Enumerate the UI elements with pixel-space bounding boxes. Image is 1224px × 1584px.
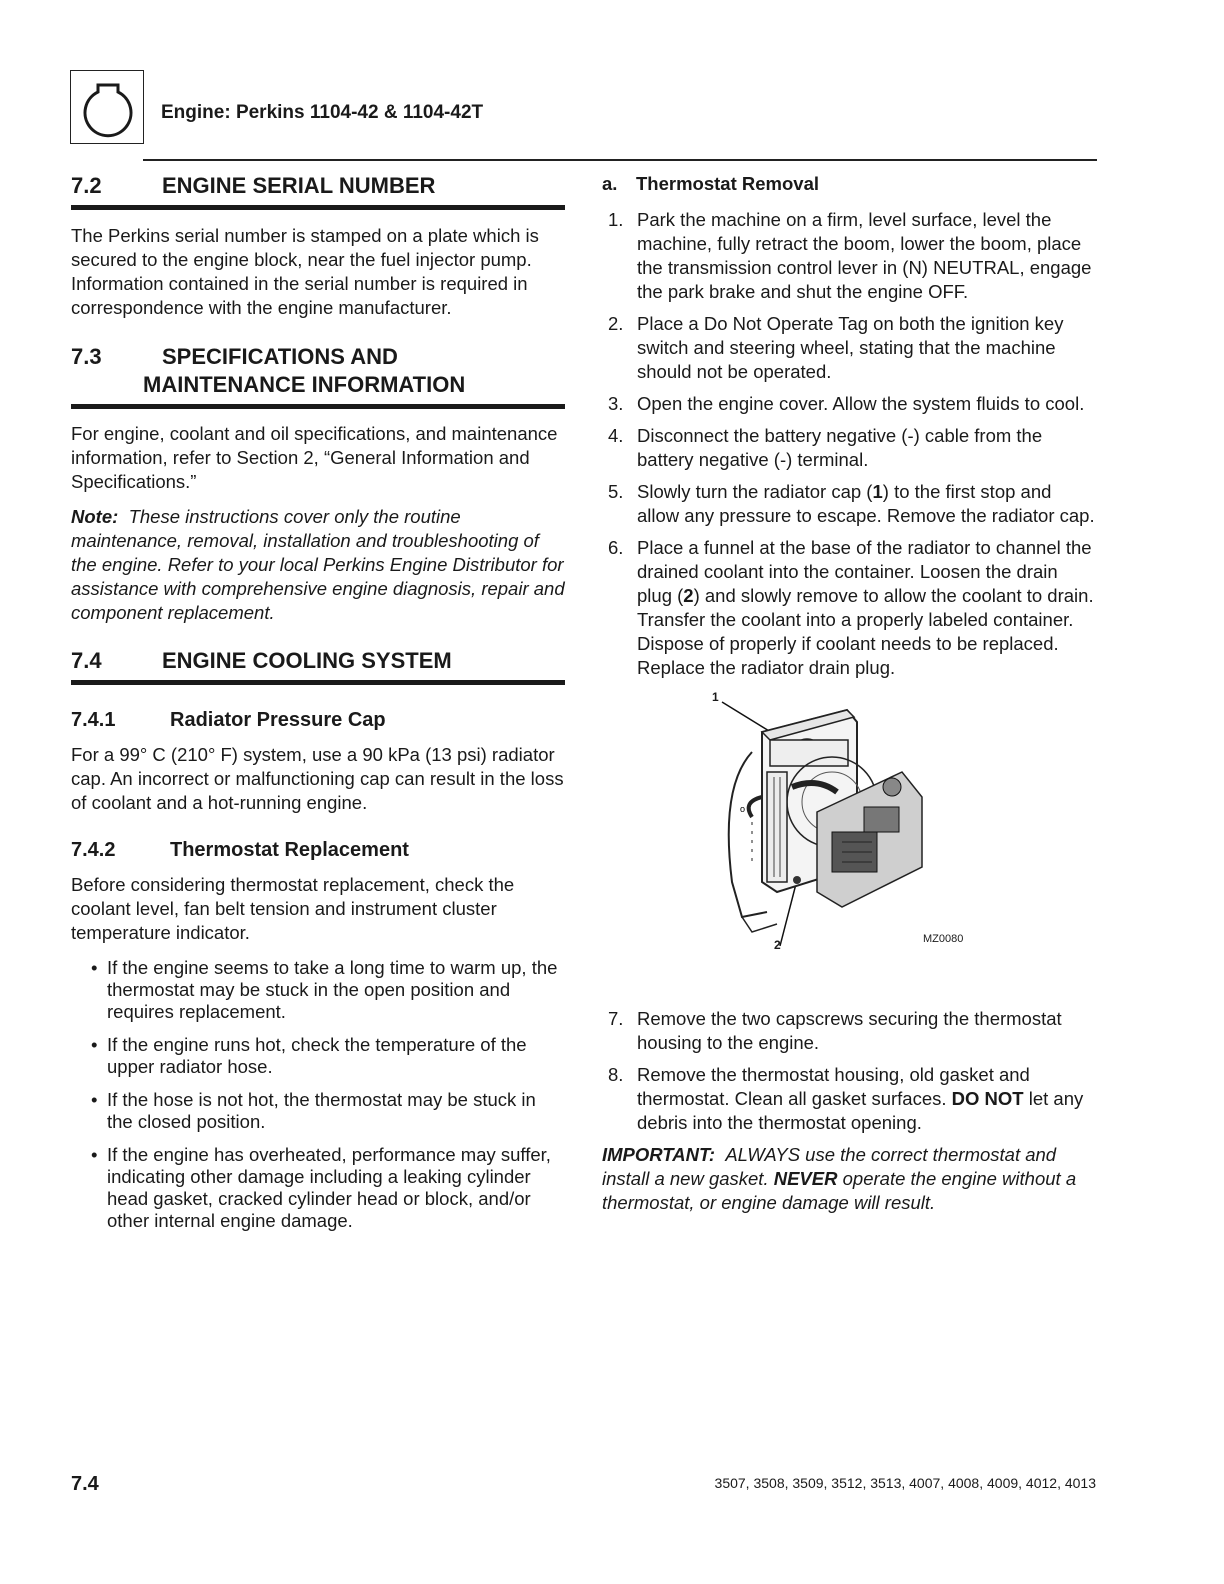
list-item (602, 1007, 1097, 1055)
section-title: ENGINE SERIAL NUMBER (162, 173, 436, 198)
thermostat-bullet-list (71, 957, 565, 1232)
header-rule (143, 159, 1097, 161)
list-item (602, 312, 1097, 384)
list-item (91, 1034, 565, 1078)
emphasis: DO NOT (951, 1088, 1024, 1109)
section-7-2-heading (71, 172, 565, 200)
list-item (602, 208, 1097, 304)
step-number: 8. (608, 1064, 624, 1085)
step-text (637, 536, 1097, 680)
step-text: Park the machine on a firm, level surface, level the machine, fully retract the boom, lower the boom, place the transmission control lever in (N) NEUTRAL, engage the park brake and shut the engine OFF. (637, 209, 1092, 302)
callout-ref: 1 (872, 481, 883, 502)
bullet-text: If the engine has overheated, performance may suffer, indicating other damage including a leaking cylinder head gasket, cracked cylinder head or block, and/or other internal engine damage. (107, 1144, 551, 1231)
page-number: 7.4 (71, 1473, 99, 1495)
specifications-paragraph: For engine, coolant and oil specifications, and maintenance information, refer to Section 2, “General Information and Specifications.” (71, 423, 558, 492)
callout-ref: 2 (683, 585, 694, 606)
thermostat-intro-paragraph: Before considering thermostat replacement, check the coolant level, fan belt tension and instrument cluster temperature indicator. (71, 874, 515, 943)
list-item (602, 1063, 1097, 1135)
important-text: operate the engine without a thermostat, or engine damage will result. (602, 1168, 1077, 1213)
engine-section-icon (70, 70, 144, 144)
right-column (602, 172, 1097, 1215)
important-text: ALWAYS use the correct thermostat and install a new gasket. (602, 1144, 1057, 1189)
emphasis: NEVER (773, 1168, 838, 1189)
left-column (71, 172, 565, 1243)
important-label: IMPORTANT: (602, 1144, 716, 1165)
step-text: Remove the two capscrews securing the thermostat housing to the engine. (637, 1008, 1062, 1053)
section-title-line1: SPECIFICATIONS AND (162, 344, 398, 369)
bullet-marker: • (91, 957, 98, 978)
subsection-title: Radiator Pressure Cap (170, 709, 386, 731)
subsection-title: Thermostat Replacement (170, 839, 409, 861)
radiator-engine-illustration (602, 692, 1097, 1007)
list-item (602, 424, 1097, 472)
removal-steps-list-continued (602, 1007, 1097, 1135)
section-rule (71, 205, 565, 210)
important-paragraph (602, 1143, 1097, 1215)
model-numbers: 3507, 3508, 3509, 3512, 3513, 4007, 4008, 4009, 4012, 4013 (714, 1475, 1096, 1491)
step-number: 1. (608, 209, 624, 230)
subtitle-letter: a. (602, 173, 618, 194)
note-label: Note: (71, 506, 119, 527)
section-number: 7.2 (71, 173, 102, 198)
step-text-part: Place a funnel at the base of the radiator to channel the drained coolant into the container. Loosen the drain plug ( (637, 537, 1092, 606)
radiator-figure (602, 692, 1097, 1007)
serial-number-paragraph: The Perkins serial number is stamped on a plate which is secured to the engine block, near the fuel injector pump. Information contained in the serial number is required in correspondence with the engine manufacturer. (71, 225, 539, 318)
step-text (637, 1063, 1097, 1135)
section-7-4-heading (71, 647, 565, 675)
section-rule (71, 404, 565, 409)
step-text: Place a Do Not Operate Tag on both the ignition key switch and steering wheel, stating that the machine should not be operated. (637, 313, 1064, 382)
bullet-marker: • (91, 1089, 98, 1110)
radiator-cap-paragraph: For a 99° C (210° F) system, use a 90 kPa (13 psi) radiator cap. An incorrect or malfunctioning cap can result in the loss of coolant and a hot-running engine. (71, 744, 564, 813)
bullet-marker: • (91, 1144, 98, 1165)
subsection-number: 7.4.1 (71, 709, 116, 731)
section-number: 7.3 (71, 344, 102, 369)
step-text-part: let any debris into the thermostat opening. (637, 1088, 1084, 1133)
subsection-7-4-1-heading (71, 707, 565, 733)
note-text: These instructions cover only the routine maintenance, removal, installation and troubleshooting of the engine. Refer to your local Perkins Engine Distributor for assistance with comprehensive engine diagnosis, repair and component replacement. (71, 506, 565, 623)
list-item (602, 480, 1097, 528)
thermostat-removal-heading (602, 172, 1097, 196)
section-title: ENGINE COOLING SYSTEM (162, 648, 452, 673)
step-text: Open the engine cover. Allow the system fluids to cool. (637, 393, 1085, 414)
step-number: 6. (608, 537, 624, 558)
step-text-part: ) and slowly remove to allow the coolant to drain. Transfer the coolant into a properly labeled container. Dispose of properly if coolant needs to be replaced. Replace the radiator drain plug. (637, 585, 1094, 678)
subsection-7-4-2-heading (71, 837, 565, 863)
callout-1-label: 1 (712, 690, 719, 704)
step-number: 7. (608, 1008, 624, 1029)
callout-2-label: 2 (774, 938, 781, 952)
section-title-line2: MAINTENANCE INFORMATION (143, 372, 466, 397)
note-paragraph (71, 505, 565, 625)
list-item (602, 536, 1097, 680)
step-text-part: ) to the first stop and allow any pressure to escape. Remove the radiator cap. (637, 481, 1095, 526)
step-text: Disconnect the battery negative (-) cable from the battery negative (-) terminal. (637, 425, 1043, 470)
subtitle-text: Thermostat Removal (636, 173, 819, 194)
list-item (91, 957, 565, 1023)
section-7-3-heading (71, 343, 565, 399)
bullet-text: If the engine seems to take a long time to warm up, the thermostat may be stuck in the open position and requires replacement. (107, 957, 558, 1022)
figure-id: MZ0080 (923, 933, 964, 945)
svg-text:o: o (740, 804, 746, 814)
list-item (91, 1089, 565, 1133)
header-title: Engine: Perkins 1104-42 & 1104-42T (161, 102, 484, 123)
removal-steps-list (602, 208, 1097, 680)
section-number: 7.4 (71, 648, 102, 673)
step-text-part: Slowly turn the radiator cap ( (637, 481, 873, 502)
step-number: 4. (608, 425, 624, 446)
step-number: 5. (608, 481, 624, 502)
step-number: 2. (608, 313, 624, 334)
step-text-part: Remove the thermostat housing, old gasket and thermostat. Clean all gasket surfaces. (637, 1064, 1030, 1109)
subsection-number: 7.4.2 (71, 839, 116, 861)
bullet-marker: • (91, 1034, 98, 1055)
step-text (637, 480, 1097, 528)
list-item (91, 1144, 565, 1232)
step-number: 3. (608, 393, 624, 414)
list-item (602, 392, 1097, 416)
bullet-text: If the hose is not hot, the thermostat may be stuck in the closed position. (107, 1089, 536, 1132)
bullet-text: If the engine runs hot, check the temperature of the upper radiator hose. (107, 1034, 527, 1077)
section-rule (71, 680, 565, 685)
